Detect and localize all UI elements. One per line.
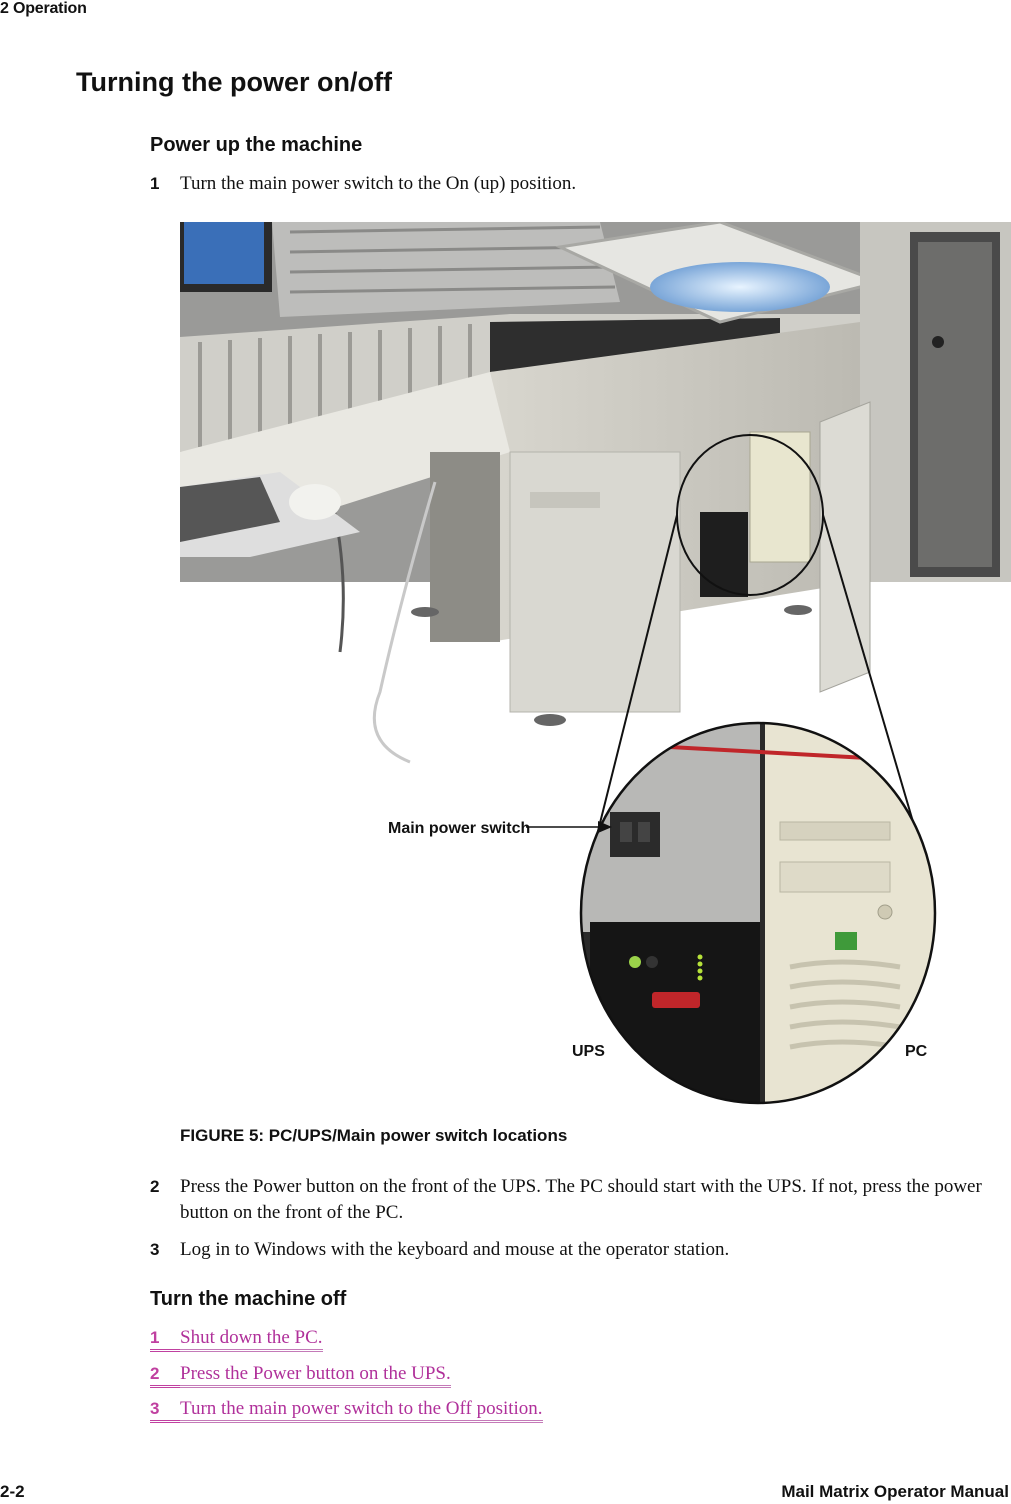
step-number: 2 xyxy=(150,1177,160,1196)
power-up-step-3 xyxy=(150,1237,1010,1263)
figure-caption: FIGURE 5: PC/UPS/Main power switch locations xyxy=(180,1126,568,1145)
turn-off-step-3[interactable] xyxy=(150,1396,1010,1423)
machine-photo-figure xyxy=(180,222,1011,1115)
machine-photo xyxy=(180,222,1011,1115)
turn-off-step-1[interactable] xyxy=(150,1325,1010,1352)
step-link-text[interactable]: Press the Power button on the UPS. xyxy=(180,1363,451,1388)
page-number: 2-2 xyxy=(0,1482,25,1501)
main-power-switch-label: Main power switch xyxy=(388,820,531,837)
power-up-heading: Power up the machine xyxy=(150,134,363,156)
pc-label: PC xyxy=(905,1043,928,1060)
step-number: 1 xyxy=(150,1325,180,1352)
step-number: 1 xyxy=(150,174,160,193)
power-up-step-2 xyxy=(150,1174,1010,1226)
step-text: Log in to Windows with the keyboard and mouse at the operator station. xyxy=(180,1239,730,1260)
step-text: Turn the main power switch to the On (up) position. xyxy=(180,173,577,194)
turn-off-step-2[interactable] xyxy=(150,1361,1010,1388)
step-link-text[interactable]: Turn the main power switch to the Off position. xyxy=(180,1398,543,1423)
page-title: Turning the power on/off xyxy=(76,67,392,97)
step-number: 3 xyxy=(150,1240,160,1259)
manual-title: Mail Matrix Operator Manual xyxy=(781,1482,1009,1501)
ups-label: UPS xyxy=(572,1043,605,1060)
step-link-text[interactable]: Shut down the PC. xyxy=(180,1327,323,1352)
running-head: 2 Operation xyxy=(0,0,87,17)
step-number: 2 xyxy=(150,1361,180,1388)
step-text: Press the Power button on the front of the UPS. The PC should start with the UPS. If not, press the power button on the front of the PC. xyxy=(180,1176,982,1223)
power-up-step-1 xyxy=(150,171,1010,197)
step-number: 3 xyxy=(150,1396,180,1423)
turn-off-heading: Turn the machine off xyxy=(150,1288,347,1310)
